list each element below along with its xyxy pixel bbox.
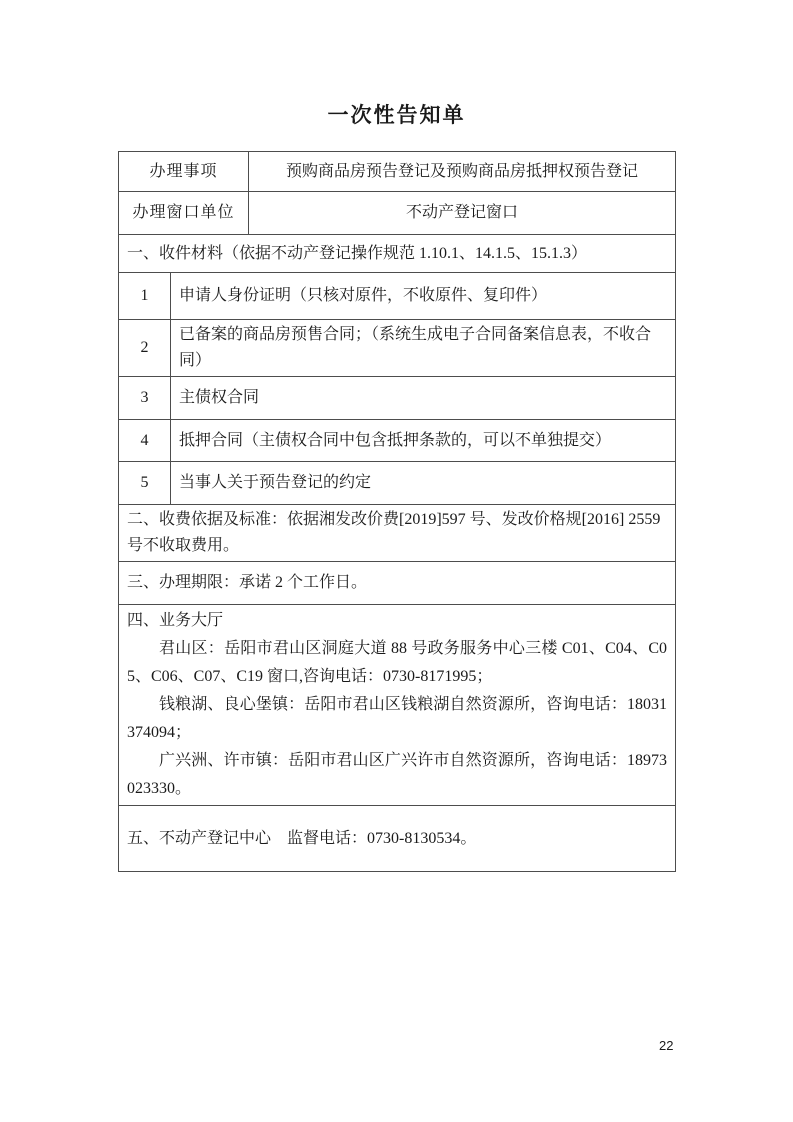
table-row-section3 (119, 562, 676, 605)
item-1-text: 申请人身份证明（只核对原件，不收原件、复印件） (171, 273, 676, 320)
item-5-number: 5 (119, 462, 171, 505)
item-2-number: 2 (119, 320, 171, 377)
section4-paragraph-guangxingzhou: 广兴洲、许市镇：岳阳市君山区广兴许市自然资源所，咨询电话：18973023330。 (127, 752, 668, 797)
table-row-section4 (119, 605, 676, 806)
section4-halls (119, 605, 676, 806)
table-row-window-unit (119, 192, 676, 235)
item-3-text: 主债权合同 (171, 377, 676, 420)
item-3-number: 3 (119, 377, 171, 420)
window-unit-value: 不动产登记窗口 (249, 192, 676, 235)
matter-value: 预购商品房预告登记及预购商品房抵押权预告登记 (249, 152, 676, 192)
section4-paragraph-qianlianghu: 钱粮湖、良心堡镇：岳阳市君山区钱粮湖自然资源所，咨询电话：18031374094； (127, 696, 668, 741)
table-row-item-5 (119, 462, 676, 505)
table-row-section5 (119, 806, 676, 872)
item-2-text: 已备案的商品房预售合同；（系统生成电子合同备案信息表，不收合同） (171, 320, 676, 377)
section5-supervision: 五、不动产登记中心 监督电话：0730-8130534。 (119, 806, 676, 872)
page-number: 22 (659, 1038, 674, 1053)
item-5-text: 当事人关于预告登记的约定 (171, 462, 676, 505)
table-row-item-4 (119, 420, 676, 462)
section4-paragraph-junshan: 君山区：岳阳市君山区洞庭大道 88 号政务服务中心三楼 C01、C04、C05、C06、C07、C19 窗口,咨询电话：0730-8171995； (127, 640, 668, 685)
section4-heading: 四、业务大厅 (127, 612, 224, 629)
table-row-item-2 (119, 320, 676, 377)
item-4-text: 抵押合同（主债权合同中包含抵押条款的，可以不单独提交） (171, 420, 676, 462)
window-unit-label: 办理窗口单位 (119, 192, 249, 235)
table-row-section1-heading (119, 235, 676, 273)
table-row-item-1 (119, 273, 676, 320)
table-row-item-3 (119, 377, 676, 420)
item-4-number: 4 (119, 420, 171, 462)
matter-label: 办理事项 (119, 152, 249, 192)
notice-table (118, 151, 676, 872)
item-1-number: 1 (119, 273, 171, 320)
page-title: 一次性告知单 (327, 103, 466, 127)
section1-heading: 一、收件材料（依据不动产登记操作规范 1.10.1、14.1.5、15.1.3） (119, 235, 676, 273)
table-row-matter (119, 152, 676, 192)
section3-deadline: 三、办理期限：承诺 2 个工作日。 (119, 562, 676, 605)
table-row-section2 (119, 505, 676, 562)
section2-fees: 二、收费依据及标准：依据湘发改价费[2019]597 号、发改价格规[2016] 2559 号不收取费用。 (119, 505, 676, 562)
